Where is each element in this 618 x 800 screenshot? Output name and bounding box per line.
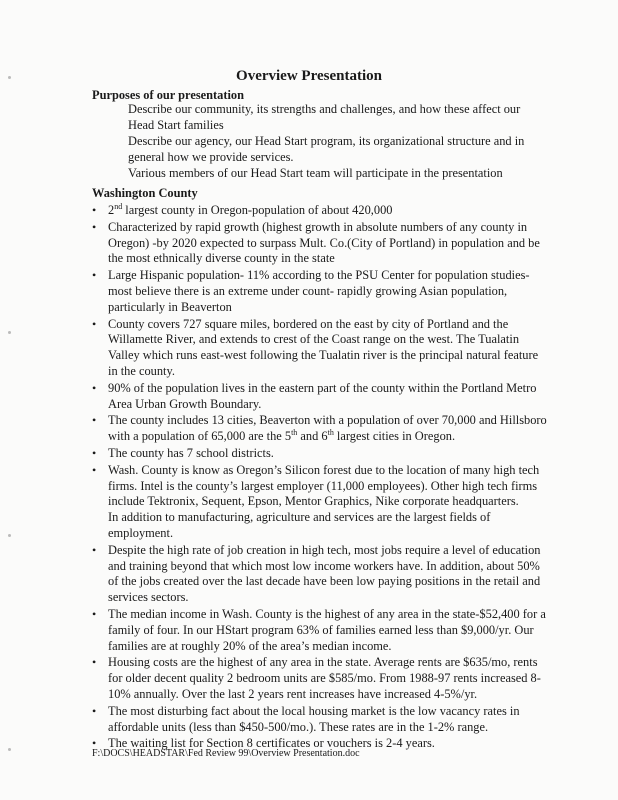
page-title: Overview Presentation	[236, 68, 382, 84]
list-item	[92, 655, 547, 702]
purpose-item: Describe our community, its strengths and challenges, and how these affect our Head Start families	[128, 102, 521, 132]
washington-bullet-list	[92, 203, 547, 753]
washington-heading: Washington County	[92, 186, 198, 200]
purpose-item: Describe our agency, our Head Start program, its organizational structure and in general how we provide services.	[128, 134, 525, 164]
bullet-icon: •	[92, 462, 97, 477]
bullet-icon: •	[92, 203, 97, 217]
scan-speck	[8, 331, 11, 334]
purpose-item: Various members of our Head Start team will participate in the presentation	[128, 166, 503, 180]
bullet-icon: •	[92, 268, 97, 283]
bullet-icon: •	[92, 655, 97, 670]
bullet-icon: •	[92, 445, 97, 460]
purposes-heading: Purposes of our presentation	[92, 88, 245, 102]
list-item	[92, 463, 547, 542]
bullet-icon: •	[92, 380, 97, 395]
bullet-text: The county includes 13 cities, Beaverton with a population of over 70,000 and Hillsboro with a population of 65,000 are the 5th and 6th largest cities in Oregon.	[108, 413, 547, 444]
bullet-icon: •	[92, 703, 97, 718]
list-item	[92, 446, 547, 462]
bullet-text: The waiting list for Section 8 certificates or vouchers is 2-4 years.	[108, 736, 435, 751]
list-item	[92, 413, 547, 445]
file-path-footer: F:\DOCS\HEADSTAR\Fed Review 99\Overview Presentation.doc	[92, 748, 360, 759]
list-item	[92, 268, 547, 315]
bullet-text: Housing costs are the highest of any area in the state. Average rents are $635/mo, rents for older decent quality 2 bedroom units are $585/mo. From 1988-97 rents increased 8-10% annually. Over the last 2 years rent increases have increased 4-5%/yr.	[108, 655, 541, 701]
bullet-text: Despite the high rate of job creation in high tech, most jobs require a level of education and training beyond that which most low income workers have. In addition, about 50% of the jobs created over the last decade have been low paying positions in the retail and services sectors.	[108, 542, 541, 605]
list-item	[92, 381, 547, 413]
bullet-text: The median income in Wash. County is the highest of any area in the state-$52,400 for a family of four. In our HStart program 63% of families earned less than $9,000/yr. Our families are at roughly 20% of the area’s median income.	[108, 606, 546, 653]
bullet-icon: •	[92, 542, 97, 557]
bullet-text: The county has 7 school districts.	[108, 445, 274, 460]
bullet-text: Characterized by rapid growth (highest growth in absolute numbers of any county in Oregon) -by 2020 expected to surpass Mult. Co.(City of Portland) in population and be the most ethnically diverse county in the state	[108, 219, 540, 266]
bullet-icon: •	[92, 413, 97, 428]
list-item	[92, 220, 547, 267]
list-item	[92, 203, 547, 219]
bullet-text: 2nd largest county in Oregon-population of about 420,000	[108, 201, 393, 217]
bullet-text: The most disturbing fact about the local housing market is the low vacancy rates in affordable units (less than $450-500/mo.). These rates are in the 1-2% range.	[108, 703, 520, 734]
bullet-icon: •	[92, 316, 97, 331]
bullet-text: County covers 727 square miles, bordered on the east by city of Portland and the Willamette River, and extends to crest of the Coast range on the west. The Tualatin Valley which runs east-west following the Tualatin river is the principal natural feature in the county.	[108, 316, 539, 378]
list-item	[92, 607, 547, 654]
bullet-text: Large Hispanic population- 11% according to the PSU Center for population studies-most believe there is an extreme under count- rapidly growing Asian population, particularly in Beaverton	[108, 268, 530, 314]
scan-speck	[8, 534, 11, 537]
bullet-text: 90% of the population lives in the eastern part of the county within the Portland Metro Area Urban Growth Boundary.	[108, 380, 537, 411]
bullet-icon: •	[92, 736, 97, 751]
bullet-continuation: In addition to manufacturing, agriculture and services are the largest fields of employment.	[108, 510, 491, 540]
list-item	[92, 704, 547, 736]
list-item	[92, 543, 547, 606]
bullet-icon: •	[92, 606, 97, 621]
bullet-text: Wash. County is know as Oregon’s Silicon forest due to the location of many high tech firms. Intel is the county’s largest employer (11,000 employees). Other high tech firms include Tektronix, Sequent, Epson, Mentor Graphics, Nike corporate headquarters.	[108, 462, 540, 509]
bullet-icon: •	[92, 219, 97, 234]
list-item	[92, 317, 547, 380]
scan-speck	[8, 748, 11, 751]
